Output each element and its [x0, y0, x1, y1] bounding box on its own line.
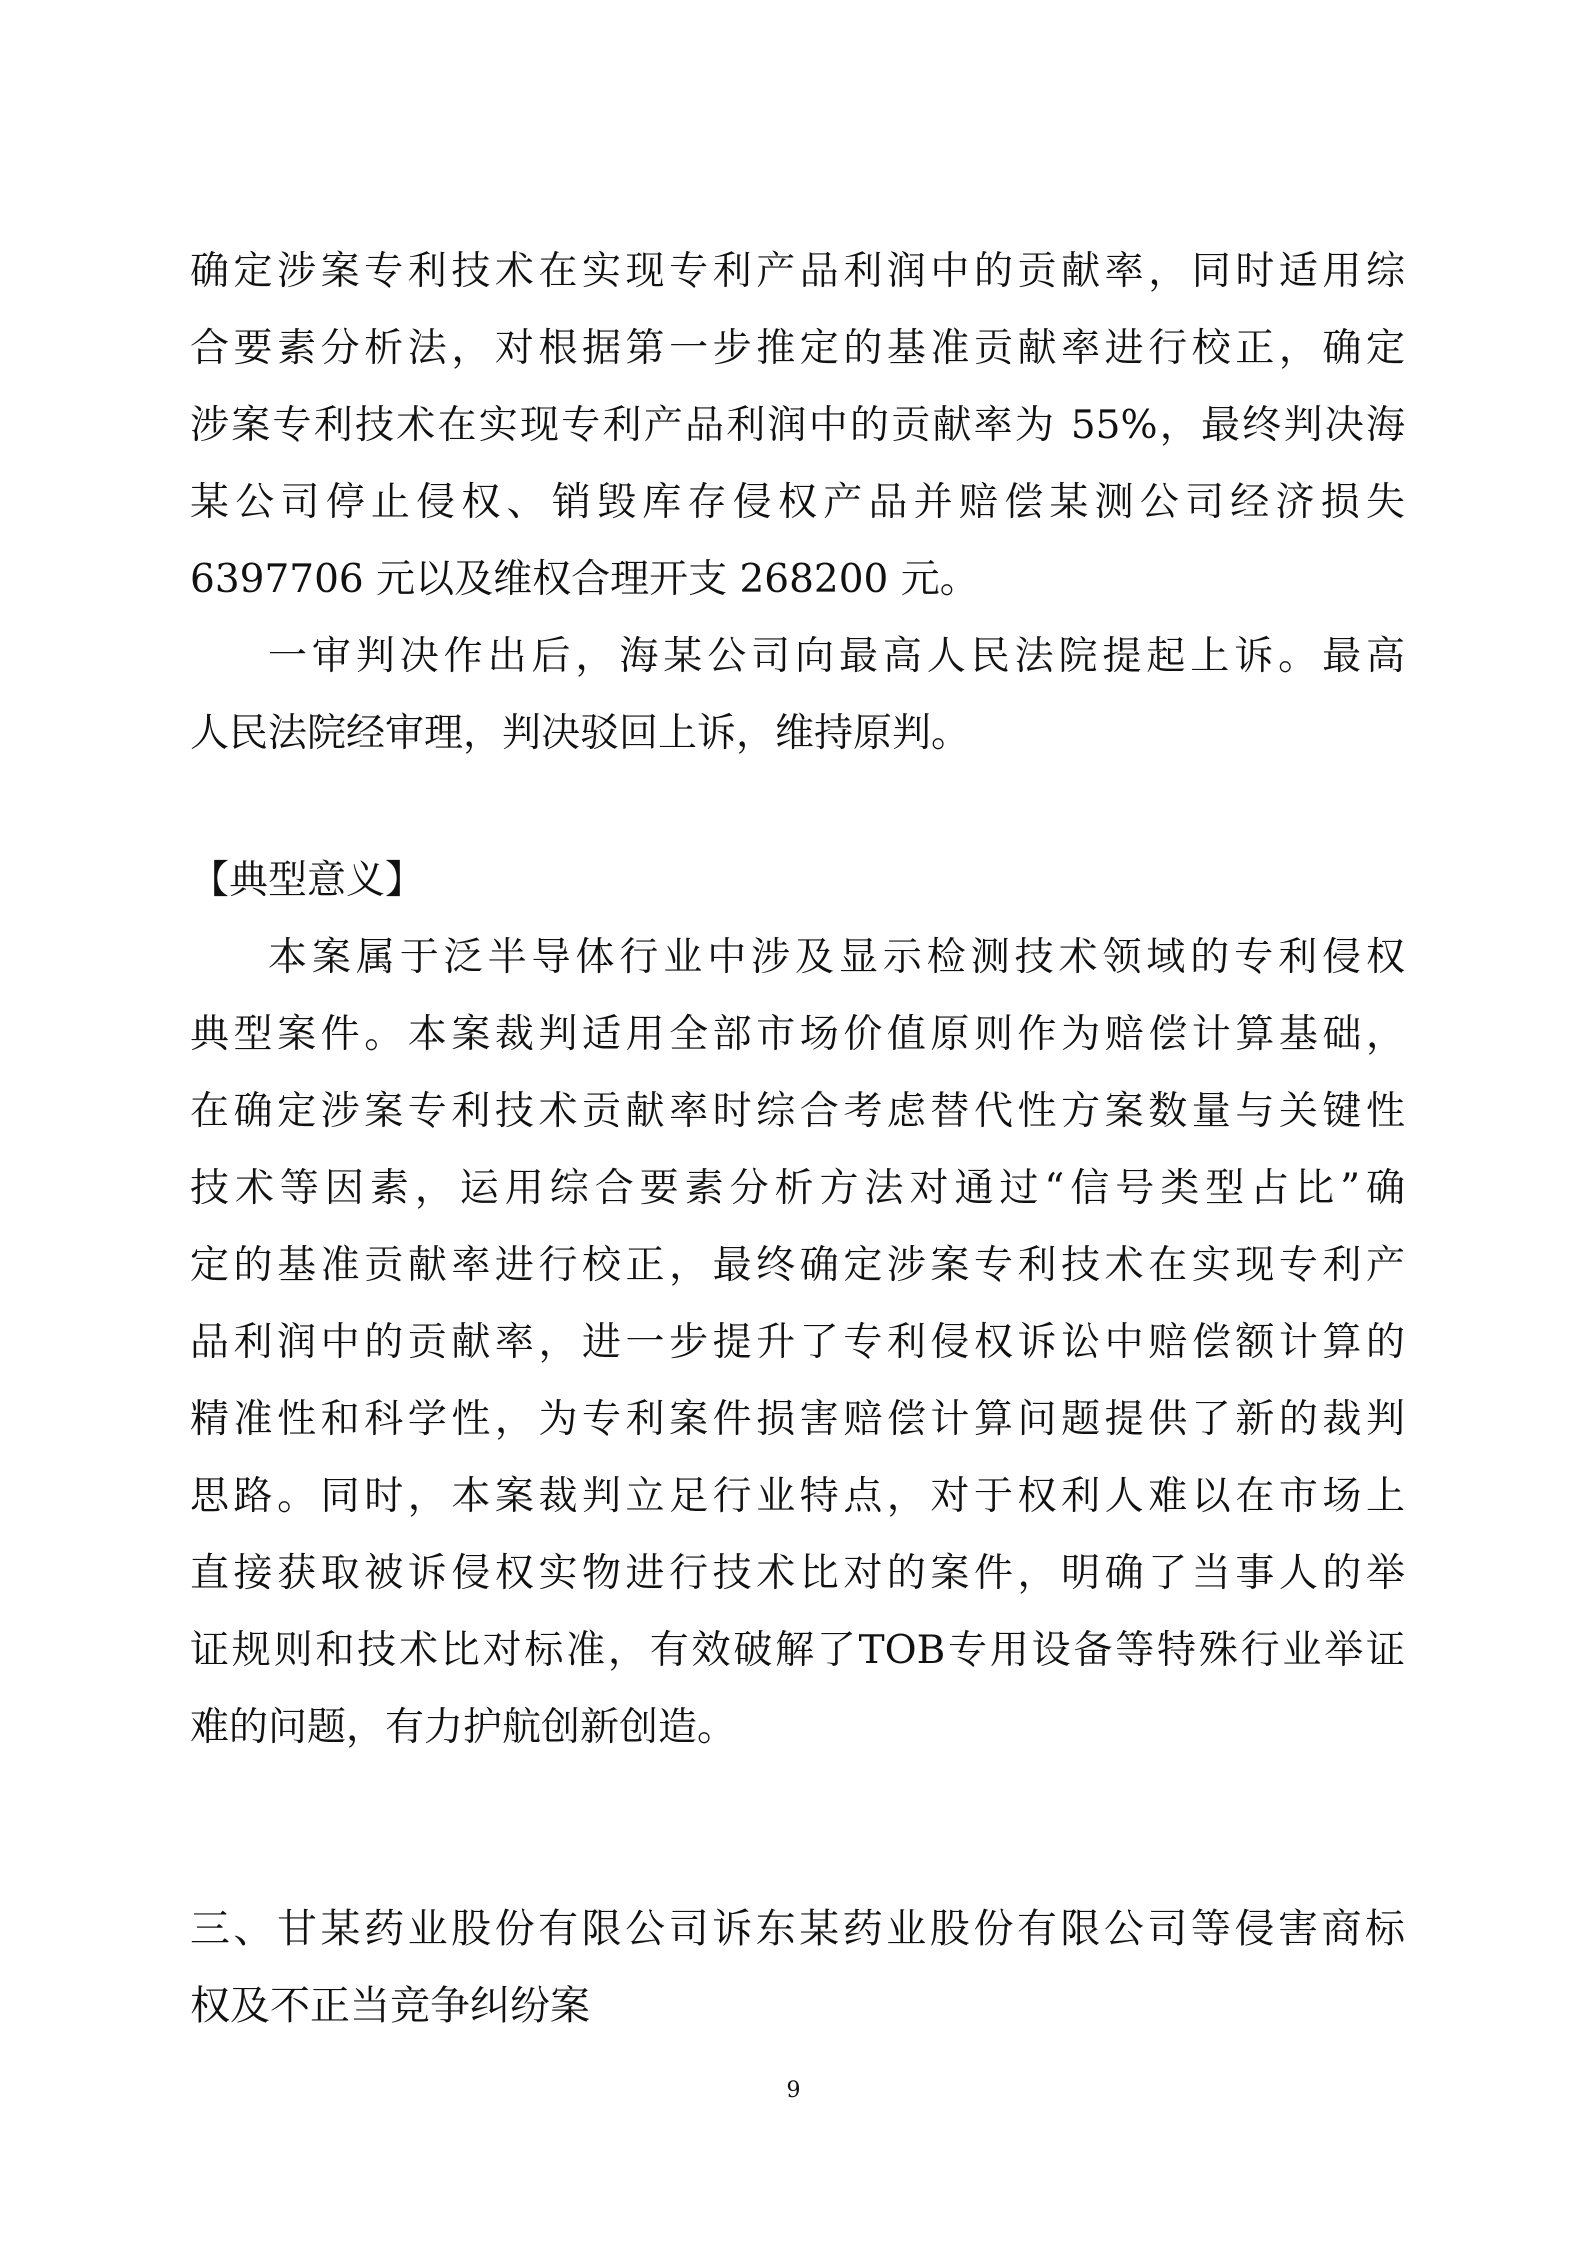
text-line: 思路。同时，本案裁判立足行业特点，对于权利人难以在市场上 [190, 1474, 1405, 1519]
text-line: 合要素分析法，对根据第一步推定的基准贡献率进行校正，确定 [190, 326, 1405, 371]
text-line: 难的问题，有力护航创新创造。 [190, 1705, 737, 1750]
page-number: 9 [786, 2078, 801, 2103]
case-title-line: 三、甘某药业股份有限公司诉东某药业股份有限公司等侵害商标 [190, 1906, 1405, 1952]
text-line: 本案属于泛半导体行业中涉及显示检测技术领域的专利侵权 [268, 935, 1405, 980]
text-line: 在确定涉案专利技术贡献率时综合考虑替代性方案数量与关键性 [190, 1089, 1405, 1134]
text-line: 一审判决作出后，海某公司向最高人民法院提起上诉。最高 [268, 634, 1405, 679]
text-line: 某公司停止侵权、销毁库存侵权产品并赔偿某测公司经济损失 [190, 480, 1405, 525]
section-heading: 【典型意义】 [190, 858, 425, 903]
case-title-line: 权及不正当竞争纠纷案 [190, 1983, 590, 2029]
text-line: 技术等因素，运用综合要素分析方法对通过“信号类型占比”确 [190, 1166, 1405, 1211]
text-line: 确定涉案专利技术在实现专利产品利润中的贡献率，同时适用综 [190, 249, 1405, 294]
text-line: 典型案件。本案裁判适用全部市场价值原则作为赔偿计算基础， [190, 1012, 1405, 1057]
text-line: 涉案专利技术在实现专利产品利润中的贡献率为 55%，最终判决海 [190, 403, 1405, 448]
text-line: 6397706 元以及维权合理开支 268200 元。 [190, 557, 979, 602]
text-line: 人民法院经审理，判决驳回上诉，维持原判。 [190, 711, 971, 756]
text-line: 品利润中的贡献率，进一步提升了专利侵权诉讼中赔偿额计算的 [190, 1320, 1405, 1365]
text-line: 精准性和科学性，为专利案件损害赔偿计算问题提供了新的裁判 [190, 1397, 1405, 1442]
text-line: 证规则和技术比对标准，有效破解了TOB专用设备等特殊行业举证 [190, 1628, 1405, 1673]
text-line: 定的基准贡献率进行校正，最终确定涉案专利技术在实现专利产 [190, 1243, 1405, 1288]
text-line: 直接获取被诉侵权实物进行技术比对的案件，明确了当事人的举 [190, 1551, 1405, 1596]
